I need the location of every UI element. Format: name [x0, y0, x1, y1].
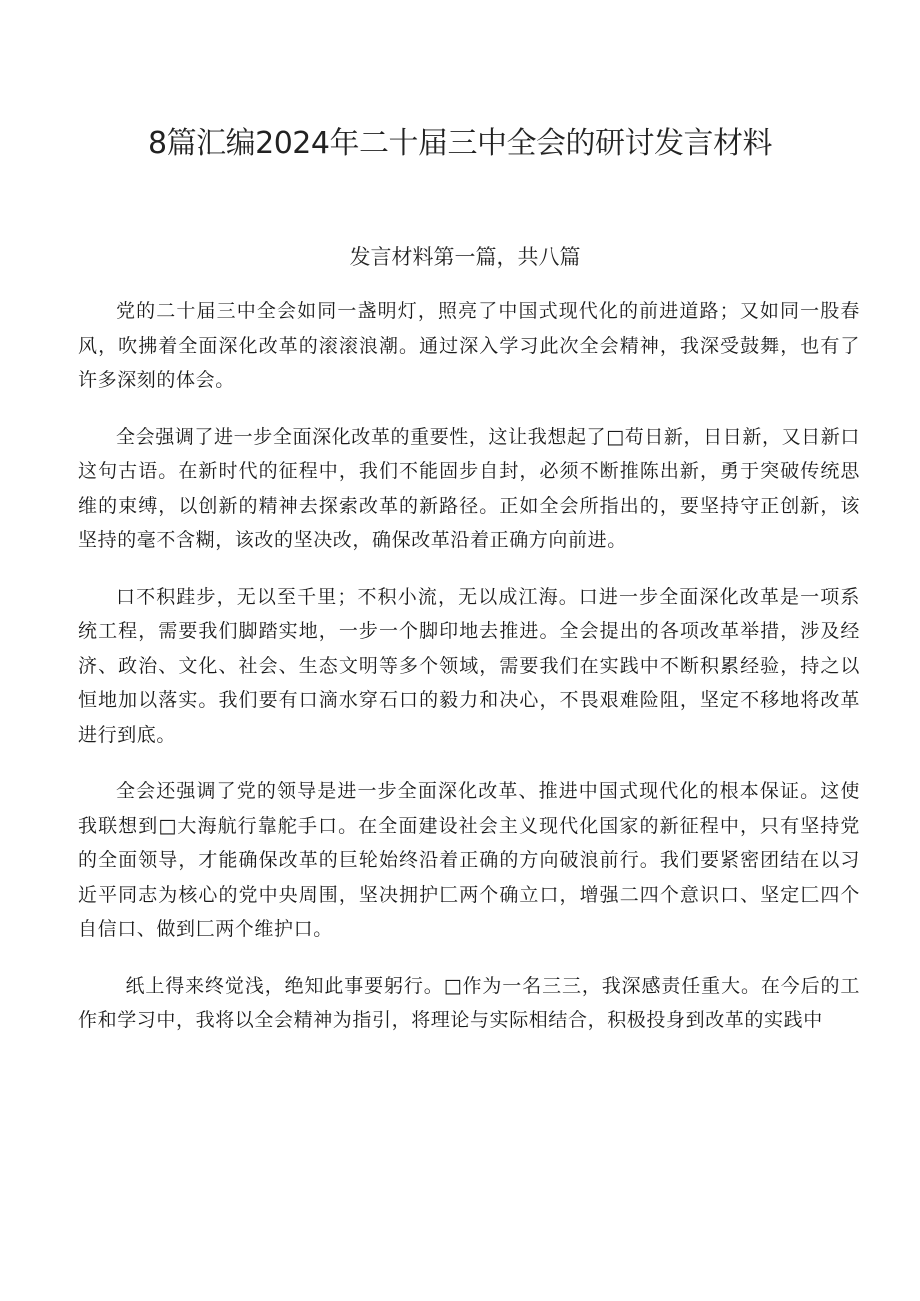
- paragraph-5: 纸上得来终觉浅，绝知此事要躬行。□作为一名三三，我深感责任重大。在今后的工作和学习中，我将以全会精神为指引，将理论与实际相结合，积极投身到改革的实践中: [78, 974, 860, 1031]
- paragraph-3: 口不积跬步，无以至千里；不积小流，无以成江海。口进一步全面深化改革是一项系统工程，需要我们脚踏实地，一步一个脚印地去推进。全会提出的各项改革举措，涉及经济、政治、文化、社会、生态文明等多个领域，需要我们在实践中不断积累经验，持之以恒地加以落实。我们要有口滴水穿石口的毅力和决心，不畏艰难险阻，坚定不移地将改革进行到底。: [78, 585, 860, 746]
- paragraph-1: 党的二十届三中全会如同一盏明灯，照亮了中国式现代化的前进道路；又如同一股春风，吹拂着全面深化改革的滚滚浪潮。通过深入学习此次全会精神，我深受鼓舞，也有了许多深刻的体会。: [78, 300, 860, 391]
- document-body: [78, 294, 860, 1060]
- document-title: 8篇汇编2024年二十届三中全会的研讨发言材料: [148, 126, 772, 161]
- paragraph-2: 全会强调了进一步全面深化改革的重要性，这让我想起了□苟日新，日日新，又日新口这句古语。在新时代的征程中，我们不能固步自封，必须不断推陈出新，勇于突破传统思维的束缚，以创新的精神去探索改革的新路径。正如全会所指出的，要坚持守正创新，该坚持的毫不含糊，该改的坚决改，确保改革沿着正确方向前进。: [78, 425, 860, 551]
- section-title: 发言材料第一篇，共八篇: [349, 245, 581, 269]
- paragraph-4: 全会还强调了党的领导是进一步全面深化改革、推进中国式现代化的根本保证。这使我联想到□大海航行靠舵手口。在全面建设社会主义现代化国家的新征程中，只有坚持党的全面领导，才能确保改革的巨轮始终沿着正确的方向破浪前行。我们要紧密团结在以习近平同志为核心的党中央周围，坚决拥护匚两个确立口，增强二四个意识口、坚定匚四个自信口、做到匚两个维护口。: [78, 780, 860, 940]
